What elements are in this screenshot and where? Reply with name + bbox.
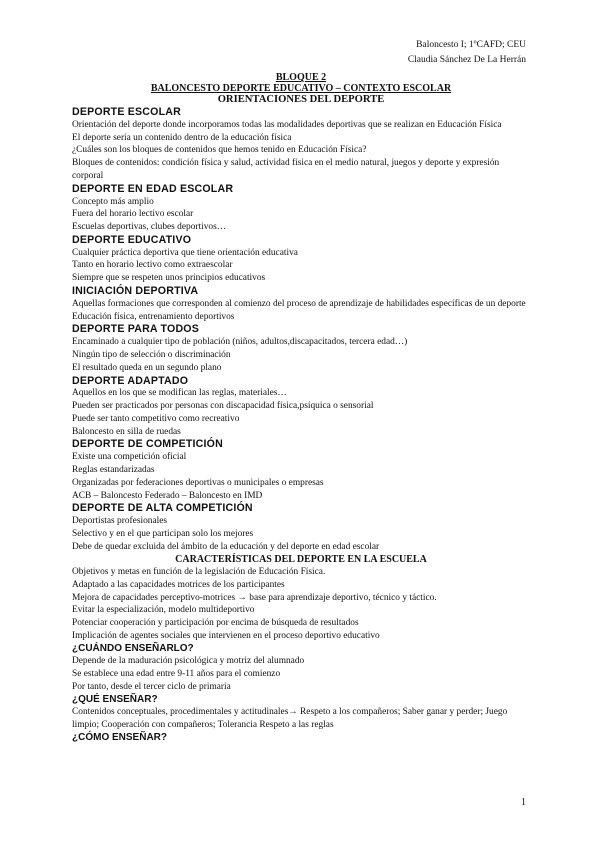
section-heading: DEPORTE DE COMPETICIÓN bbox=[72, 438, 223, 451]
text-line: ACB – Baloncesto Federado – Baloncesto en IMD bbox=[72, 490, 263, 501]
text-line: Pueden ser practicados por personas con discapacidad física,psíquica o sensorial bbox=[72, 401, 374, 412]
section-deporte-escolar bbox=[72, 106, 530, 183]
text-line: Educación física, entrenamiento deportivos bbox=[72, 311, 235, 322]
text-line: Selectivo y en el que participan solo los mejores bbox=[72, 529, 254, 539]
text-line: Contenidos conceptuales, procedimentales y actitudinales→ Respeto a los compañeros; Saber ganar y perder; Juego limpio; Cooperación con compañeros; Tolerancia Respeto a las reglas bbox=[72, 707, 508, 730]
section-deporte-competicion bbox=[72, 438, 530, 502]
header-author: Claudia Sánchez De La Herrán bbox=[407, 55, 526, 65]
section-heading: DEPORTE PARA TODOS bbox=[72, 323, 200, 336]
text-line: Mejora de capacidades perceptivo-motrices → base para aprendizaje deportivo, técnico y táctico. bbox=[72, 592, 437, 603]
text-line: Depende de la maduración psicológica y motriz del alumnado bbox=[72, 656, 305, 667]
text-line: Concepto más amplio bbox=[72, 196, 154, 207]
text-line: Aquellas formaciones que corresponden al comienzo del proceso de aprendizaje de habilidades específicas de un deporte bbox=[72, 298, 526, 309]
text-line: Implicación de agentes sociales que intervienen en el proceso deportivo educativo bbox=[72, 630, 380, 641]
text-line: Fuera del horario lectivo escolar bbox=[72, 209, 194, 220]
text-line: Deportistas profesionales bbox=[72, 516, 168, 527]
section-heading: DEPORTE ESCOLAR bbox=[72, 106, 181, 118]
orientations-title: ORIENTACIONES DEL DEPORTE bbox=[217, 94, 385, 105]
main-title: BALONCESTO DEPORTE EDUCATIVO – CONTEXTO ESCOLAR bbox=[150, 83, 452, 94]
section-deporte-adaptado bbox=[72, 375, 530, 439]
question-como bbox=[72, 732, 530, 745]
question-heading: ¿CUÁNDO ENSEÑARLO? bbox=[72, 642, 194, 654]
text-line: Escuelas deportivas, clubes deportivos… bbox=[72, 222, 227, 233]
page-number: 1 bbox=[521, 797, 526, 808]
page-header bbox=[408, 38, 526, 68]
section-iniciacion-deportiva bbox=[72, 285, 530, 323]
question-que bbox=[72, 694, 530, 732]
section-heading: DEPORTE ADAPTADO bbox=[72, 374, 189, 387]
block-title: BLOQUE 2 bbox=[275, 72, 327, 83]
header-course: Baloncesto I; 1ºCAFD; CEU bbox=[416, 40, 526, 50]
text-line: Se establece una edad entre 9-11 años para el comienzo bbox=[72, 669, 281, 680]
text-line: Objetivos y metas en función de la legislación de Educación Física. bbox=[72, 567, 326, 578]
question-heading: ¿QUÉ ENSEÑAR? bbox=[72, 693, 158, 705]
text-line: ¿Cuáles son los bloques de contenidos que hemos tenido en Educación Física? bbox=[72, 145, 367, 156]
question-cuando bbox=[72, 643, 530, 694]
section-alta-competicion bbox=[72, 502, 530, 553]
section-deporte-educativo bbox=[72, 234, 530, 285]
text-line: Ningún tipo de selección o discriminación bbox=[72, 350, 231, 361]
text-line: Debe de quedar excluida del ámbito de la educación y del deporte en edad escolar bbox=[72, 541, 380, 552]
section-deporte-edad-escolar bbox=[72, 183, 530, 234]
section-heading: INICIACIÓN DEPORTIVA bbox=[72, 284, 199, 297]
section-deporte-para-todos bbox=[72, 323, 530, 374]
text-line: Orientación del deporte donde incorporamos todas las modalidades deportivas que se realizan en Educación Física bbox=[72, 119, 502, 130]
section-caracteristicas bbox=[72, 554, 530, 643]
text-line: El resultado queda en un segundo plano bbox=[72, 362, 222, 373]
text-line: Baloncesto en silla de ruedas bbox=[72, 426, 181, 437]
question-heading: ¿CÓMO ENSEÑAR? bbox=[72, 731, 167, 743]
text-line: Tanto en horario lectivo como extraescolar bbox=[72, 260, 233, 271]
text-line: Puede ser tanto competitivo como recreativo bbox=[72, 413, 240, 424]
text-line: Por tanto, desde el tercer ciclo de primaria bbox=[72, 681, 231, 692]
section-heading: DEPORTE EDUCATIVO bbox=[72, 233, 192, 246]
text-line: Encaminado a cualquier tipo de población (niños, adultos,discapacitados, tercera edad…) bbox=[72, 337, 408, 348]
text-line: El deporte sería un contenido dentro de la educación física bbox=[72, 132, 292, 143]
text-line: Evitar la especialización, modelo multideportivo bbox=[72, 605, 255, 616]
text-line: Siempre que se respeten unos principios educativos bbox=[72, 273, 266, 284]
text-line: Adaptado a las capacidades motrices de los participantes bbox=[72, 579, 285, 590]
characteristics-heading: CARACTERÍSTICAS DEL DEPORTE EN LA ESCUELA bbox=[175, 553, 427, 565]
text-line: Bloques de contenidos: condición física y salud, actividad física en el medio natural, juegos y deporte y expresión corporal bbox=[72, 158, 500, 181]
text-line: Aquellos en los que se modifican las reglas, materiales… bbox=[72, 388, 287, 399]
text-line: Reglas estandarizadas bbox=[72, 465, 155, 476]
text-line: Potenciar cooperación y participación por encima de búsqueda de resultados bbox=[72, 618, 359, 629]
document-body bbox=[72, 72, 530, 744]
text-line: Cualquier práctica deportiva que tiene orientación educativa bbox=[72, 247, 298, 258]
section-heading: DEPORTE DE ALTA COMPETICIÓN bbox=[72, 502, 253, 515]
text-line: Organizadas por federaciones deportivas o municipales o empresas bbox=[72, 477, 324, 488]
text-line: Existe una competición oficial bbox=[72, 452, 187, 463]
section-heading: DEPORTE EN EDAD ESCOLAR bbox=[72, 182, 234, 195]
